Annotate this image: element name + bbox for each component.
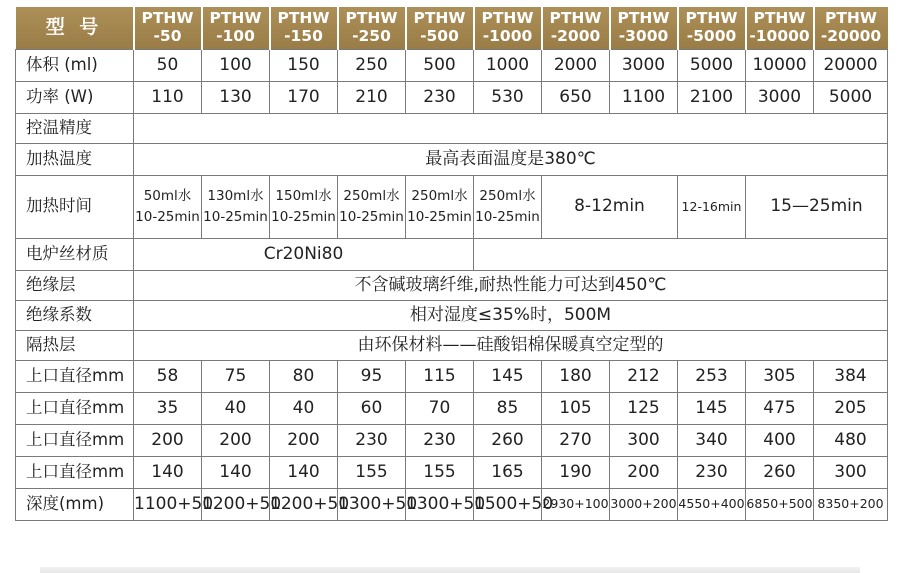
insulation-coef-row: [16, 300, 888, 330]
value-cell: 145: [474, 360, 542, 392]
value-cell: 50: [134, 49, 202, 81]
value-cell: 1200+50: [202, 488, 270, 520]
value-cell: 180: [542, 360, 610, 392]
row-label: 隔热层: [16, 330, 134, 360]
value-cell: 60: [338, 392, 406, 424]
value-cell: 140: [134, 456, 202, 488]
value-cell: 250: [338, 49, 406, 81]
value-cell: 230: [678, 456, 746, 488]
value-cell: 130: [202, 81, 270, 113]
value-cell: 145: [678, 392, 746, 424]
value-cell: 3000: [610, 49, 678, 81]
value-cell: 190: [542, 456, 610, 488]
value-cell: 253: [678, 360, 746, 392]
diameter-row: [16, 424, 888, 456]
value-cell: 230: [406, 424, 474, 456]
value-cell: 35: [134, 392, 202, 424]
heating-temp-value: 最高表面温度是380℃: [134, 143, 888, 175]
value-cell: 500: [406, 49, 474, 81]
value-cell: 1200+50: [270, 488, 338, 520]
heating-time-cell: 8-12min: [542, 175, 678, 238]
value-cell: 1300+50: [406, 488, 474, 520]
value-cell: 5000: [678, 49, 746, 81]
value-cell: 200: [202, 424, 270, 456]
value-cell: 40: [270, 392, 338, 424]
value-cell: 200: [134, 424, 202, 456]
value-cell: 340: [678, 424, 746, 456]
heating-time-row: [16, 175, 888, 238]
value-cell: 10000: [746, 49, 814, 81]
model-cell: PTHW -5000: [678, 7, 746, 49]
temp-precision-value: [134, 113, 888, 143]
value-cell: 20000: [814, 49, 888, 81]
row-label: 上口直径mm: [16, 360, 134, 392]
depth-row: [16, 488, 888, 520]
value-cell: 1100: [610, 81, 678, 113]
spec-table: [15, 7, 888, 521]
value-cell: 100: [202, 49, 270, 81]
row-label: 上口直径mm: [16, 392, 134, 424]
value-cell: 530: [474, 81, 542, 113]
value-cell: 85: [474, 392, 542, 424]
value-cell: 115: [406, 360, 474, 392]
value-cell: 1100+50: [134, 488, 202, 520]
row-label: 功率 (W): [16, 81, 134, 113]
value-cell: 384: [814, 360, 888, 392]
row-label: 上口直径mm: [16, 424, 134, 456]
value-cell: 140: [202, 456, 270, 488]
value-cell: 1300+50: [338, 488, 406, 520]
value-cell: 80: [270, 360, 338, 392]
value-cell: 58: [134, 360, 202, 392]
value-cell: 270: [542, 424, 610, 456]
value-cell: 110: [134, 81, 202, 113]
value-cell: 3000+200: [610, 488, 678, 520]
value-cell: 300: [814, 456, 888, 488]
value-cell: 40: [202, 392, 270, 424]
model-cell: PTHW -3000: [610, 7, 678, 49]
wire-blank: [474, 238, 888, 270]
row-label: 加热温度: [16, 143, 134, 175]
insulation-coef-value: 相对湿度≤35%时，500M: [134, 300, 888, 330]
model-cell: PTHW -20000: [814, 7, 888, 49]
row-label: 深度(mm): [16, 488, 134, 520]
heating-time-cell: 50ml水 10-25min: [134, 175, 202, 238]
heating-time-cell: 130ml水 10-25min: [202, 175, 270, 238]
heating-time-cell: 12-16min: [678, 175, 746, 238]
row-label: 电炉丝材质: [16, 238, 134, 270]
row-label: 上口直径mm: [16, 456, 134, 488]
row-label: 绝缘系数: [16, 300, 134, 330]
insulation-layer-value: 不含碱玻璃纤维,耐热性能力可达到450℃: [134, 270, 888, 300]
value-cell: 105: [542, 392, 610, 424]
value-cell: 230: [338, 424, 406, 456]
value-cell: 260: [474, 424, 542, 456]
value-cell: 165: [474, 456, 542, 488]
value-cell: 170: [270, 81, 338, 113]
value-cell: 4550+400: [678, 488, 746, 520]
value-cell: 1000: [474, 49, 542, 81]
row-label: 加热时间: [16, 175, 134, 238]
value-cell: 212: [610, 360, 678, 392]
spec-table-wrapper: [15, 7, 887, 521]
value-cell: 210: [338, 81, 406, 113]
value-cell: 400: [746, 424, 814, 456]
heating-time-cell: 250ml水 10-25min: [406, 175, 474, 238]
diameter-row: [16, 392, 888, 424]
heating-time-cell: 250ml水 10-25min: [338, 175, 406, 238]
value-cell: 2000: [542, 49, 610, 81]
value-cell: 205: [814, 392, 888, 424]
value-cell: 300: [610, 424, 678, 456]
model-header-row: [16, 7, 888, 49]
wire-row: [16, 238, 888, 270]
heating-time-cell: 250ml水 10-25min: [474, 175, 542, 238]
row-label: 控温精度: [16, 113, 134, 143]
value-cell: 125: [610, 392, 678, 424]
model-cell: PTHW -500: [406, 7, 474, 49]
volume-row: [16, 49, 888, 81]
value-cell: 650: [542, 81, 610, 113]
model-header-label: 型 号: [16, 7, 134, 49]
value-cell: 155: [406, 456, 474, 488]
value-cell: 260: [746, 456, 814, 488]
value-cell: 200: [610, 456, 678, 488]
row-label: 体积 (ml): [16, 49, 134, 81]
model-cell: PTHW -2000: [542, 7, 610, 49]
model-cell: PTHW -250: [338, 7, 406, 49]
value-cell: 200: [270, 424, 338, 456]
heating-time-cell: 150ml水 10-25min: [270, 175, 338, 238]
heating-temp-row: [16, 143, 888, 175]
model-cell: PTHW -100: [202, 7, 270, 49]
value-cell: 305: [746, 360, 814, 392]
model-cell: PTHW -50: [134, 7, 202, 49]
value-cell: 70: [406, 392, 474, 424]
value-cell: 95: [338, 360, 406, 392]
insulation-layer-row: [16, 270, 888, 300]
model-cell: PTHW -10000: [746, 7, 814, 49]
value-cell: 150: [270, 49, 338, 81]
value-cell: 230: [406, 81, 474, 113]
value-cell: 3000: [746, 81, 814, 113]
value-cell: 475: [746, 392, 814, 424]
heating-time-cell: 15—25min: [746, 175, 888, 238]
bottom-fade-strip: [40, 567, 860, 573]
value-cell: 1500+50: [474, 488, 542, 520]
row-label: 绝缘层: [16, 270, 134, 300]
value-cell: 2100: [678, 81, 746, 113]
diameter-row: [16, 360, 888, 392]
value-cell: 8350+200: [814, 488, 888, 520]
heat-shield-row: [16, 330, 888, 360]
model-cell: PTHW -150: [270, 7, 338, 49]
heat-shield-value: 由环保材料——硅酸铝棉保暖真空定型的: [134, 330, 888, 360]
value-cell: 6850+500: [746, 488, 814, 520]
value-cell: 2930+100: [542, 488, 610, 520]
power-row: [16, 81, 888, 113]
value-cell: 75: [202, 360, 270, 392]
temp-precision-row: [16, 113, 888, 143]
model-cell: PTHW -1000: [474, 7, 542, 49]
value-cell: 480: [814, 424, 888, 456]
value-cell: 155: [338, 456, 406, 488]
value-cell: 140: [270, 456, 338, 488]
diameter-row: [16, 456, 888, 488]
wire-value: Cr20Ni80: [134, 238, 474, 270]
value-cell: 5000: [814, 81, 888, 113]
